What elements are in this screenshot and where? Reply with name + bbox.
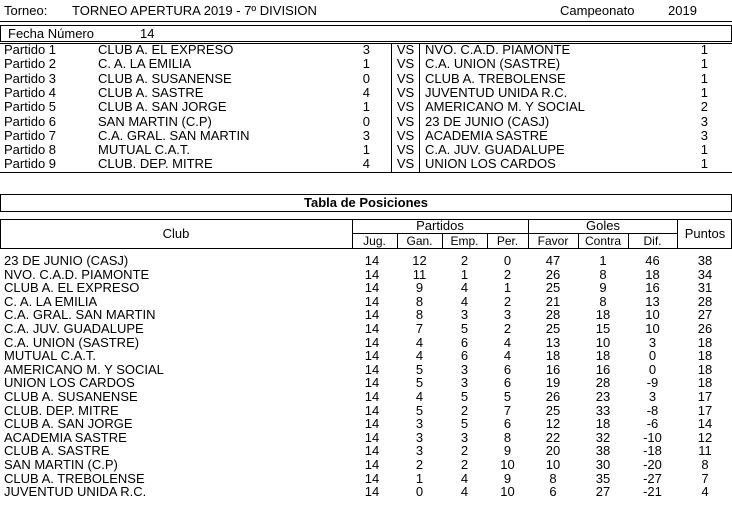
stat-cell: 10: [595, 334, 611, 350]
match-label: Partido 3: [4, 70, 57, 86]
stat-cell: 13: [645, 293, 660, 309]
stat-cell: 3: [460, 375, 469, 391]
table-title: Tabla de Posiciones: [303, 195, 429, 210]
stat-cell: 14: [364, 348, 380, 364]
campeonato-year: 2019: [668, 3, 697, 18]
stat-cell: 14: [364, 389, 380, 404]
match-vs: VS: [396, 127, 415, 143]
stat-cell: 38: [595, 443, 611, 459]
stat-cell: 14: [364, 416, 380, 432]
team-name: CLUB. DEP. MITRE: [4, 402, 119, 418]
stat-cell: 1: [460, 266, 469, 282]
match-hs: 1: [362, 56, 370, 72]
subheader-cell: Gan.: [406, 234, 433, 248]
match-vs: VS: [396, 113, 415, 129]
fecha-box: [0, 25, 732, 42]
stat-cell: 11: [412, 266, 427, 282]
team-name: C.A. GRAL. SAN MARTIN: [4, 307, 156, 323]
stat-cell: 5: [415, 361, 424, 377]
match-label: Partido 1: [4, 42, 57, 57]
stat-cell: 10: [645, 321, 660, 336]
match-as: 1: [700, 56, 708, 72]
match-as: 1: [700, 84, 708, 100]
stat-cell: 4: [460, 280, 469, 296]
match-home: C.A. GRAL. SAN MARTIN: [98, 127, 250, 143]
stat-cell: 7: [503, 402, 512, 418]
stat-cell: 16: [645, 280, 660, 296]
torneo-label: Torneo:: [4, 3, 48, 18]
stat-cell: 11: [698, 443, 712, 459]
stat-cell: 14: [364, 484, 380, 500]
stat-cell: 2: [460, 443, 469, 459]
stat-cell: 4: [503, 334, 512, 350]
match-label: Partido 5: [4, 99, 57, 115]
match-away: 23 DE JUNIO (CASJ): [425, 113, 550, 129]
stat-cell: 1: [415, 470, 424, 486]
campeonato-label: Campeonato: [560, 3, 635, 18]
match-as: 3: [700, 127, 708, 143]
stat-cell: 30: [595, 457, 611, 472]
stat-cell: 2: [460, 402, 469, 418]
matches-bottom-border: [0, 172, 732, 173]
stat-cell: 5: [460, 416, 469, 432]
stat-cell: 6: [460, 348, 469, 364]
stat-cell: 14: [364, 443, 380, 459]
match-vs: VS: [396, 156, 415, 172]
torneo-name: TORNEO APERTURA 2019 - 7º DIVISION: [72, 3, 317, 18]
match-label: Partido 9: [4, 156, 57, 172]
team-name: CLUB A. SUSANENSE: [4, 389, 138, 404]
match-home: CLUB A. SUSANENSE: [98, 70, 232, 86]
stat-cell: 8: [599, 266, 607, 282]
stat-cell: -27: [643, 470, 662, 486]
match-label: Partido 4: [4, 84, 57, 100]
stat-cell: 15: [595, 321, 611, 336]
match-away: C.A. JUV. GUADALUPE: [425, 142, 565, 158]
match-label: Partido 8: [4, 142, 57, 158]
stat-cell: 14: [697, 416, 713, 432]
stat-cell: 3: [415, 429, 424, 445]
subheader-divider: [487, 233, 488, 249]
stat-cell: 18: [697, 361, 713, 377]
match-hs: 0: [362, 113, 370, 129]
stat-cell: 2: [460, 457, 469, 472]
match-home: CLUB A. SASTRE: [98, 84, 204, 100]
stat-cell: 21: [545, 293, 561, 309]
stat-cell: 9: [415, 280, 424, 296]
stat-cell: 5: [415, 375, 424, 391]
stat-cell: 3: [503, 307, 512, 323]
match-vs: VS: [396, 142, 415, 158]
stat-cell: 18: [545, 348, 561, 364]
stat-cell: 4: [415, 334, 424, 350]
match-away: UNION LOS CARDOS: [425, 156, 556, 172]
team-name: AMERICANO M. Y SOCIAL: [4, 361, 164, 377]
stat-cell: 1: [503, 280, 512, 296]
match-away: CLUB A. TREBOLENSE: [425, 70, 566, 86]
stat-cell: 14: [364, 266, 380, 282]
stat-cell: 34: [697, 266, 713, 282]
match-hs: 3: [362, 42, 370, 57]
subheader-cell: Emp.: [450, 234, 479, 248]
stat-cell: 14: [364, 361, 380, 377]
match-home: C. A. LA EMILIA: [98, 56, 192, 72]
stat-cell: 14: [364, 470, 380, 486]
stat-cell: 26: [545, 389, 561, 404]
match-as: 1: [700, 42, 708, 57]
stat-cell: 3: [460, 429, 469, 445]
fecha-label: Fecha Número: [8, 26, 94, 41]
stat-cell: 26: [697, 321, 713, 336]
stat-cell: 14: [364, 321, 380, 336]
stat-cell: 10: [500, 484, 515, 500]
stat-cell: 14: [364, 293, 380, 309]
match-hs: 0: [362, 70, 370, 86]
match-away: C.A. UNION (SASTRE): [425, 56, 561, 72]
stat-cell: 17: [697, 389, 713, 404]
stat-cell: 31: [697, 280, 713, 296]
subheader-cell: Dif.: [643, 234, 662, 248]
stat-cell: 18: [595, 307, 611, 323]
match-as: 1: [700, 70, 708, 86]
stat-cell: 8: [415, 307, 424, 323]
stat-cell: 2: [503, 293, 512, 309]
match-home: MUTUAL C.A.T.: [98, 142, 190, 158]
stat-cell: 5: [460, 321, 469, 336]
stat-cell: 14: [364, 334, 380, 350]
subheader-cell: Contra: [584, 234, 622, 248]
subheader-cell: Jug.: [363, 234, 386, 248]
stat-cell: 10: [500, 457, 515, 472]
match-vs: VS: [396, 99, 415, 115]
stat-cell: 18: [595, 348, 611, 364]
stat-cell: 8: [701, 457, 709, 472]
stat-cell: 6: [503, 361, 512, 377]
stat-cell: 13: [545, 334, 561, 350]
team-name: CLUB A. TREBOLENSE: [4, 470, 145, 486]
match-home: CLUB A. SAN JORGE: [98, 99, 227, 115]
match-hs: 4: [362, 156, 370, 172]
team-name: CLUB A. EL EXPRESO: [4, 280, 140, 296]
stat-cell: 47: [545, 253, 561, 268]
stat-cell: 19: [545, 375, 561, 391]
team-name: NVO. C.A.D. PIAMONTE: [4, 266, 150, 282]
stat-cell: 4: [460, 470, 469, 486]
stat-cell: 4: [503, 348, 512, 364]
stat-cell: 2: [415, 457, 424, 472]
stat-cell: 8: [599, 293, 607, 309]
stat-cell: 18: [595, 416, 611, 432]
stat-cell: 1: [599, 253, 607, 268]
subheader-cell: Per.: [496, 234, 519, 248]
stat-cell: 9: [599, 280, 607, 296]
stat-cell: 18: [697, 334, 713, 350]
stat-cell: 27: [697, 307, 713, 323]
stat-cell: 18: [697, 348, 713, 364]
subheader-divider: [578, 233, 579, 249]
stat-cell: 28: [545, 307, 561, 323]
stat-cell: 25: [545, 280, 561, 296]
team-name: C.A. JUV. GUADALUPE: [4, 321, 144, 336]
stat-cell: 6: [503, 375, 512, 391]
stat-cell: 18: [645, 266, 660, 282]
subheader-divider: [628, 233, 629, 249]
stat-cell: 9: [503, 443, 512, 459]
match-as: 3: [700, 113, 708, 129]
stat-cell: 32: [595, 429, 611, 445]
match-label: Partido 7: [4, 127, 57, 143]
stat-cell: 12: [545, 416, 561, 432]
stat-cell: -9: [646, 375, 659, 391]
stat-cell: 0: [648, 361, 657, 377]
stat-cell: 9: [503, 470, 512, 486]
stat-cell: 3: [415, 416, 424, 432]
stat-cell: 3: [648, 389, 657, 404]
stat-cell: 26: [545, 266, 561, 282]
goles-header: Goles: [586, 218, 620, 233]
stat-cell: 46: [645, 253, 660, 268]
stat-cell: 12: [412, 253, 427, 268]
team-name: C. A. LA EMILIA: [4, 293, 98, 309]
stat-cell: 5: [503, 389, 512, 404]
stat-cell: 38: [697, 253, 713, 268]
match-hs: 1: [362, 142, 370, 158]
stat-cell: 3: [648, 334, 657, 350]
stat-cell: 14: [364, 280, 380, 296]
team-name: JUVENTUD UNIDA R.C.: [4, 484, 147, 500]
stat-cell: 25: [545, 402, 561, 418]
team-name: C.A. UNION (SASTRE): [4, 334, 140, 350]
stat-cell: -6: [646, 416, 659, 432]
match-as: 1: [700, 156, 708, 172]
stat-cell: 16: [545, 361, 561, 377]
stat-cell: 8: [549, 470, 557, 486]
stat-cell: 2: [503, 266, 512, 282]
stat-cell: 14: [364, 457, 380, 472]
vs-divider-right: [419, 43, 420, 173]
stat-cell: 0: [415, 484, 424, 500]
stat-cell: -10: [643, 429, 662, 445]
stat-cell: 14: [364, 307, 380, 323]
stat-cell: 23: [595, 389, 611, 404]
match-away: JUVENTUD UNIDA R.C.: [425, 84, 568, 100]
stat-cell: 7: [701, 470, 709, 486]
stat-cell: 5: [460, 389, 469, 404]
match-vs: VS: [396, 84, 415, 100]
stat-cell: 10: [645, 307, 660, 323]
puntos-header: Puntos: [684, 226, 726, 241]
stat-cell: 17: [697, 402, 713, 418]
stat-cell: 3: [460, 307, 469, 323]
stat-cell: 10: [545, 457, 561, 472]
stat-cell: -21: [643, 484, 662, 500]
match-label: Partido 6: [4, 113, 57, 129]
stat-cell: 4: [701, 484, 709, 500]
stat-cell: 0: [648, 348, 657, 364]
stat-cell: 4: [460, 484, 469, 500]
subheader-divider: [442, 233, 443, 249]
team-name: 23 DE JUNIO (CASJ): [4, 253, 129, 268]
stat-cell: 4: [415, 389, 424, 404]
match-vs: VS: [396, 70, 415, 86]
stat-cell: 2: [460, 253, 469, 268]
stat-cell: 3: [415, 443, 424, 459]
team-name: SAN MARTIN (C.P): [4, 457, 118, 472]
subheader-cell: Favor: [537, 234, 569, 248]
stat-cell: -20: [643, 457, 662, 472]
stat-cell: 20: [545, 443, 561, 459]
match-home: CLUB A. EL EXPRESO: [98, 42, 234, 57]
team-name: CLUB A. SASTRE: [4, 443, 110, 459]
stat-cell: 28: [595, 375, 611, 391]
stat-cell: 12: [697, 429, 713, 445]
stat-cell: 6: [503, 416, 512, 432]
stat-cell: 14: [364, 253, 380, 268]
stat-cell: 14: [364, 375, 380, 391]
stat-cell: 33: [595, 402, 611, 418]
stat-cell: 7: [415, 321, 424, 336]
stat-cell: 4: [415, 348, 424, 364]
partidos-header: Partidos: [416, 218, 464, 233]
stat-cell: 6: [460, 334, 469, 350]
match-away: AMERICANO M. Y SOCIAL: [425, 99, 585, 115]
stat-cell: 3: [460, 361, 469, 377]
team-name: ACADEMIA SASTRE: [4, 429, 127, 445]
team-name: CLUB A. SAN JORGE: [4, 416, 133, 432]
match-hs: 4: [362, 84, 370, 100]
match-as: 1: [700, 142, 708, 158]
stat-cell: 6: [549, 484, 557, 500]
match-away: NVO. C.A.D. PIAMONTE: [425, 42, 571, 57]
subheader-divider: [397, 233, 398, 249]
match-home: SAN MARTIN (C.P): [98, 113, 212, 129]
stat-cell: 5: [415, 402, 424, 418]
match-away: ACADEMIA SASTRE: [425, 127, 548, 143]
stat-cell: -18: [643, 443, 662, 459]
stat-cell: 14: [364, 402, 380, 418]
stat-cell: 25: [545, 321, 561, 336]
stat-cell: 8: [415, 293, 424, 309]
match-label: Partido 2: [4, 56, 57, 72]
stat-cell: 18: [697, 375, 713, 391]
stat-cell: 0: [503, 253, 512, 268]
match-as: 2: [700, 99, 708, 115]
stat-cell: 16: [595, 361, 611, 377]
stat-cell: 2: [503, 321, 512, 336]
match-hs: 3: [362, 127, 370, 143]
stat-cell: -8: [646, 402, 659, 418]
stat-cell: 8: [503, 429, 512, 445]
stat-cell: 14: [364, 429, 380, 445]
match-vs: VS: [396, 56, 415, 72]
stat-cell: 22: [545, 429, 561, 445]
stat-cell: 4: [460, 293, 469, 309]
stat-cell: 27: [595, 484, 611, 500]
stat-cell: 28: [697, 293, 713, 309]
header-divider: [0, 21, 732, 22]
match-vs: VS: [396, 42, 415, 57]
team-name: UNION LOS CARDOS: [4, 375, 135, 391]
match-hs: 1: [362, 99, 370, 115]
stat-cell: 35: [595, 470, 611, 486]
match-home: CLUB. DEP. MITRE: [98, 156, 213, 172]
club-header: Club: [162, 226, 190, 241]
team-name: MUTUAL C.A.T.: [4, 348, 96, 364]
fecha-number: 14: [140, 26, 155, 41]
